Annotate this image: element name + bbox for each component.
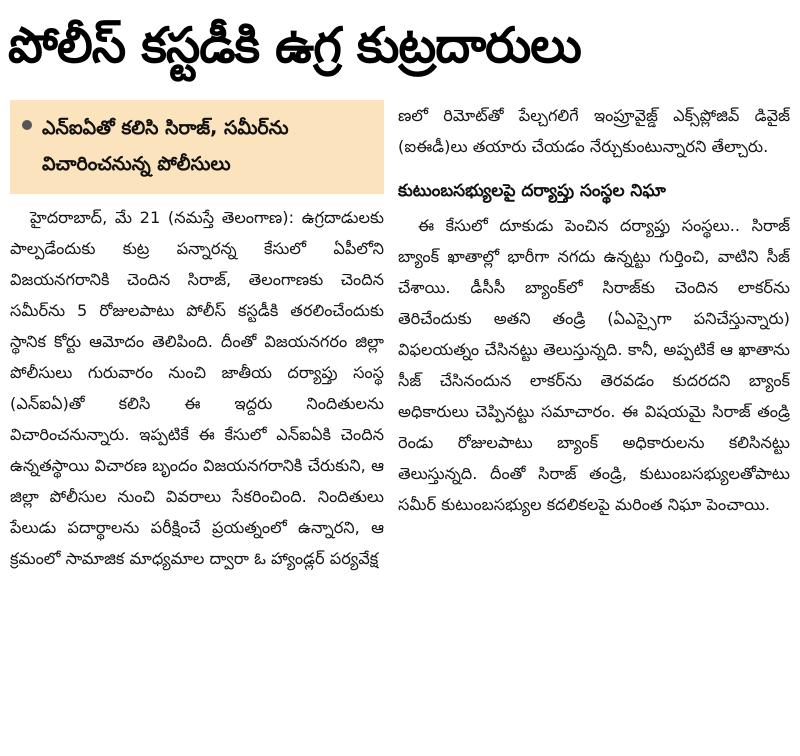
headline: పోలీస్ కస్టడీకి ఉగ్ర కుట్రదారులు bbox=[8, 17, 581, 74]
section-heading: కుటుంబసభ్యులపై దర్యాప్తు సంస్థల నిఘా bbox=[398, 181, 666, 201]
left-column bbox=[10, 100, 384, 752]
subheading: ఎన్ఐఏతో కలిసి సిరాజ్, సమీర్‌ను విచారించనున్న పోలీసులు bbox=[42, 117, 289, 175]
right-body-paragraph: ఈ కేసులో దూకుడు పెంచిన దర్యాప్తు సంస్థలు.. సిరాజ్ బ్యాంక్ ఖాతాల్లో భారీగా నగదు ఉన్నట్టు గుర్తించి, వాటిని సీజ్ చేశాయి. డీసీసీ బ్యాంక్‌లో సిరాజ్‌కు చెందిన లాకర్‌ను తెరిచేందుకు అతని తండ్రి (ఏఎస్సైగా పనిచేస్తున్నారు) విఫలయత్నం చేసినట్టు తెలుస్తున్నది. కానీ, అప్పటికే ఆ ఖాతాను సీజ్ చేసినందున లాకర్‌ను తెరవడం కుదరదని బ్యాంక్ అధికారులు చెప్పినట్టు సమాచారం. ఈ విషయమై సిరాజ్ తండ్రి రెండు రోజులపాటు బ్యాంక్ అధికారులను కలిసినట్టు తెలుస్తున్నది. దీంతో సిరాజ్ తండ్రి, కుటుంబసభ్యులతోపాటు సమీర్ కుటుంబసభ్యుల కదలికలపై మరింత నిఘా పెంచాయి. bbox=[398, 216, 790, 514]
right-column bbox=[398, 100, 790, 752]
right-continuation-paragraph: ణలో రిమోట్‌తో పేల్చగలిగే ఇంప్రూవైజ్డ్ ఎక్స్‌ప్లోజివ్ డివైజ్ (ఐఈడీ)లు తయారు చేయడం నేర్చుకుంటున్నారని తేల్చారు. bbox=[398, 106, 790, 156]
left-body-paragraph: హైదరాబాద్, మే 21 (నమస్తే తెలంగాణ): ఉగ్రదాడులకు పాల్పడేందుకు కుట్ర పన్నారన్న కేసులో ఏపీలోని విజయనగరానికి చెందిన సిరాజ్, తెలంగాణకు చెందిన సమీర్‌ను 5 రోజులపాటు పోలీస్ కస్టడీకి తరలించేందుకు స్థానిక కోర్టు ఆమోదం తెలిపింది. దీంతో విజయనగరం జిల్లా పోలీసులు గురువారం నుంచి జాతీయ దర్యాప్తు సంస్థ (ఎన్ఐఏ)తో కలిసి ఈ ఇద్దరు నిందితులను విచారించనున్నారు. ఇప్పటికే ఈ కేసులో ఎన్ఐఏకి చెందిన ఉన్నతస్థాయి విచారణ బృందం విజయనగరానికి చేరుకుని, ఆ జిల్లా పోలీసుల నుంచి వివరాలు సేకరించింది. నిందితులు పేలుడు పదార్థాలను పరీక్షించే ప్రయత్నంలో ఉన్నారని, ఆ క్రమంలో సామాజిక మాధ్యమాల ద్వారా ఓ హ్యాండ్లర్ పర్యవేక్ష bbox=[10, 208, 384, 568]
bullet-icon bbox=[22, 120, 32, 130]
subheading-box bbox=[10, 100, 384, 194]
